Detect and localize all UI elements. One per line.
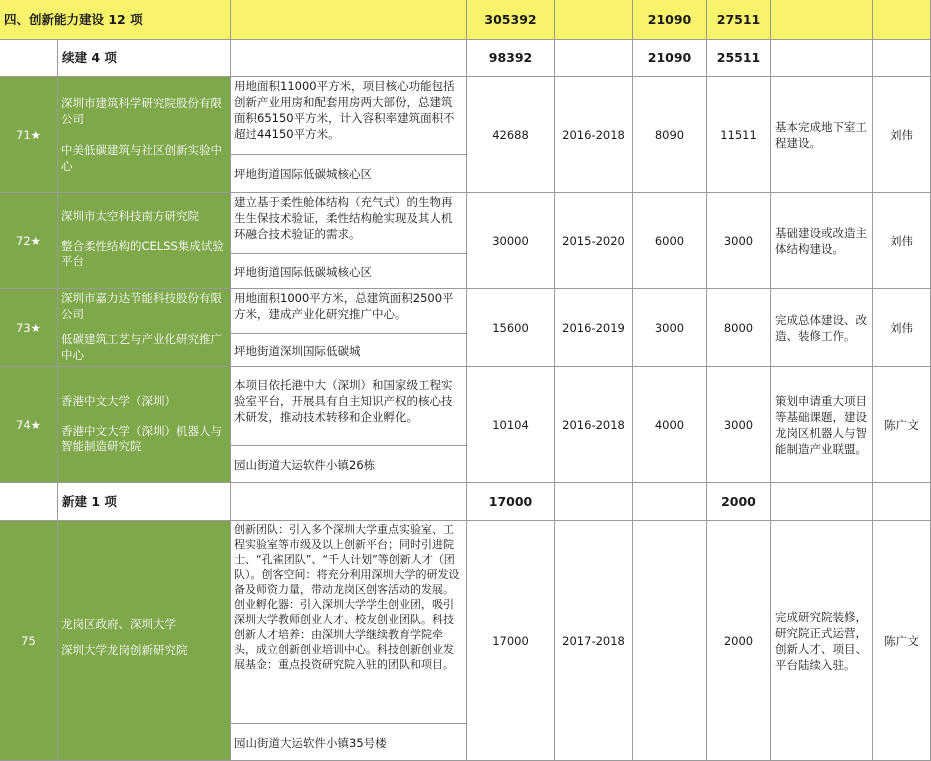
section-invest-b: 27511 xyxy=(707,0,771,40)
project-72-location: 坪地街道国际低碳城核心区 xyxy=(231,253,466,289)
continuing-content-cell xyxy=(231,40,467,77)
project-73-location: 坪地街道深圳国际低碳城 xyxy=(231,333,466,367)
project-75-period: 2017-2018 xyxy=(555,521,633,761)
project-72-invest-b: 3000 xyxy=(707,193,771,289)
project-71-unit: 深圳市建筑科学研究院股份有限公司 xyxy=(61,96,222,126)
project-75-name: 深圳大学龙岗创新研究院 xyxy=(61,642,188,657)
continuing-title: 续建 4 项 xyxy=(58,40,231,77)
project-75-unit: 龙岗区政府、深圳大学 xyxy=(61,617,176,631)
project-72-content-cell xyxy=(231,193,467,289)
project-73-goal: 完成总体建设、改造、装修工作。 xyxy=(771,289,873,367)
project-73-unit: 深圳市嘉力达节能科技股份有限公司 xyxy=(61,291,222,321)
project-75-invest-b: 2000 xyxy=(707,521,771,761)
project-74-unit-cell xyxy=(58,367,231,483)
project-73-no: 73★ xyxy=(0,289,58,367)
project-72-unit-cell xyxy=(58,193,231,289)
section-period-cell xyxy=(555,0,633,40)
project-71-invest-b: 11511 xyxy=(707,77,771,193)
project-71-location: 坪地街道国际低碳城核心区 xyxy=(231,154,466,193)
project-72-invest-a: 6000 xyxy=(633,193,707,289)
newbuild-total: 17000 xyxy=(467,483,555,521)
project-71-goal: 基本完成地下室工程建设。 xyxy=(771,77,873,193)
project-72-total: 30000 xyxy=(467,193,555,289)
project-74-invest-a: 4000 xyxy=(633,367,707,483)
continuing-goal-cell xyxy=(771,40,873,77)
continuing-total: 98392 xyxy=(467,40,555,77)
project-72-period: 2015-2020 xyxy=(555,193,633,289)
newbuild-owner-cell xyxy=(873,483,931,521)
project-75-content: 创新团队：引入多个深圳大学重点实验室、工程实验室等市级及以上创新平台；同时引进院士、“孔雀团队”、“千人计划”等创新人才（团队）。创客空间：将充分利用深圳大学的研发设备及师资力量，带动龙岗区创客活动的发展。创业孵化器：引入深圳大学学生创业团，吸引深圳大学教师创业人才、校友创业团队。科技创新人才培养：由深圳大学继续教育学院牵头，成立创新创业培训中心。科技创新创业发展基金：重点投资研究院入驻的团队和项目。 xyxy=(234,523,460,671)
newbuild-content-cell xyxy=(231,483,467,521)
continuing-owner-cell xyxy=(873,40,931,77)
continuing-period-cell xyxy=(555,40,633,77)
project-75-goal: 完成研究院装修，研究院正式运营，创新人才、项目、平台陆续入驻。 xyxy=(771,521,873,761)
project-71-content: 用地面积11000平方米，项目核心功能包括创新产业用房和配套用房两大部份，总建筑面积65150平方米，计入容积率建筑面积不超过44150平方米。 xyxy=(234,79,455,141)
project-74-owner: 陈广文 xyxy=(873,367,931,483)
project-73-invest-b: 8000 xyxy=(707,289,771,367)
project-75-total: 17000 xyxy=(467,521,555,761)
project-74-period: 2016-2018 xyxy=(555,367,633,483)
continuing-invest-a: 21090 xyxy=(633,40,707,77)
project-71-invest-a: 8090 xyxy=(633,77,707,193)
project-72-content: 建立基于柔性舱体结构（充气式）的生物再生生保技术验证，柔性结构舱实现及其人机环融合技术验证的需求。 xyxy=(234,195,453,241)
project-71-content-cell xyxy=(231,77,467,193)
project-74-invest-b: 3000 xyxy=(707,367,771,483)
project-74-no: 74★ xyxy=(0,367,58,483)
continuing-invest-b: 25511 xyxy=(707,40,771,77)
project-72-no: 72★ xyxy=(0,193,58,289)
project-73-name: 低碳建筑工艺与产业化研究推广中心 xyxy=(61,332,222,362)
project-75-location: 园山街道大运软件小镇35号楼 xyxy=(231,723,466,761)
newbuild-no-cell xyxy=(0,483,58,521)
project-72-owner: 刘伟 xyxy=(873,193,931,289)
project-74-name: 香港中文大学（深圳）机器人与智能制造研究院 xyxy=(61,423,222,453)
section-total: 305392 xyxy=(467,0,555,40)
project-74-unit: 香港中文大学（深圳） xyxy=(61,394,176,408)
project-73-owner: 刘伟 xyxy=(873,289,931,367)
project-71-owner: 刘伟 xyxy=(873,77,931,193)
project-74-location: 园山街道大运软件小镇26栋 xyxy=(231,445,466,483)
project-75-no: 75 xyxy=(0,521,58,761)
project-74-content: 本项目依托港中大（深圳）和国家级工程实验室平台，开展具有自主知识产权的核心技术研发，推动技术转移和企业孵化。 xyxy=(234,378,453,424)
section-content-cell xyxy=(231,0,467,40)
project-73-unit-cell xyxy=(58,289,231,367)
project-75-content-cell xyxy=(231,521,467,761)
project-74-content-cell xyxy=(231,367,467,483)
project-71-total: 42688 xyxy=(467,77,555,193)
newbuild-goal-cell xyxy=(771,483,873,521)
project-72-name: 整合柔性结构的CELSS集成试验平台 xyxy=(61,238,224,268)
project-73-invest-a: 3000 xyxy=(633,289,707,367)
project-71-name: 中美低碳建筑与社区创新实验中心 xyxy=(61,143,222,173)
newbuild-invest-b: 2000 xyxy=(707,483,771,521)
newbuild-period-cell xyxy=(555,483,633,521)
section-owner-cell xyxy=(873,0,931,40)
project-73-period: 2016-2019 xyxy=(555,289,633,367)
continuing-no-cell xyxy=(0,40,58,77)
project-75-invest-a xyxy=(633,521,707,761)
project-71-no: 71★ xyxy=(0,77,58,193)
section-invest-a: 21090 xyxy=(633,0,707,40)
project-71-unit-cell xyxy=(58,77,231,193)
project-74-goal: 策划申请重大项目等基础课题，建设龙岗区机器人与智能制造产业联盟。 xyxy=(771,367,873,483)
project-73-content: 用地面积1000平方米，总建筑面积2500平方米，建成产业化研究推广中心。 xyxy=(234,291,454,321)
project-72-goal: 基础建设或改造主体结构建设。 xyxy=(771,193,873,289)
section-title: 四、创新能力建设 12 项 xyxy=(0,0,231,40)
project-72-unit: 深圳市太空科技南方研究院 xyxy=(61,209,199,223)
project-71-period: 2016-2018 xyxy=(555,77,633,193)
project-75-unit-cell xyxy=(58,521,231,761)
project-74-total: 10104 xyxy=(467,367,555,483)
project-75-owner: 陈广文 xyxy=(873,521,931,761)
section-goal-cell xyxy=(771,0,873,40)
project-73-total: 15600 xyxy=(467,289,555,367)
newbuild-title: 新建 1 项 xyxy=(58,483,231,521)
project-73-content-cell xyxy=(231,289,467,367)
newbuild-invest-a-cell xyxy=(633,483,707,521)
